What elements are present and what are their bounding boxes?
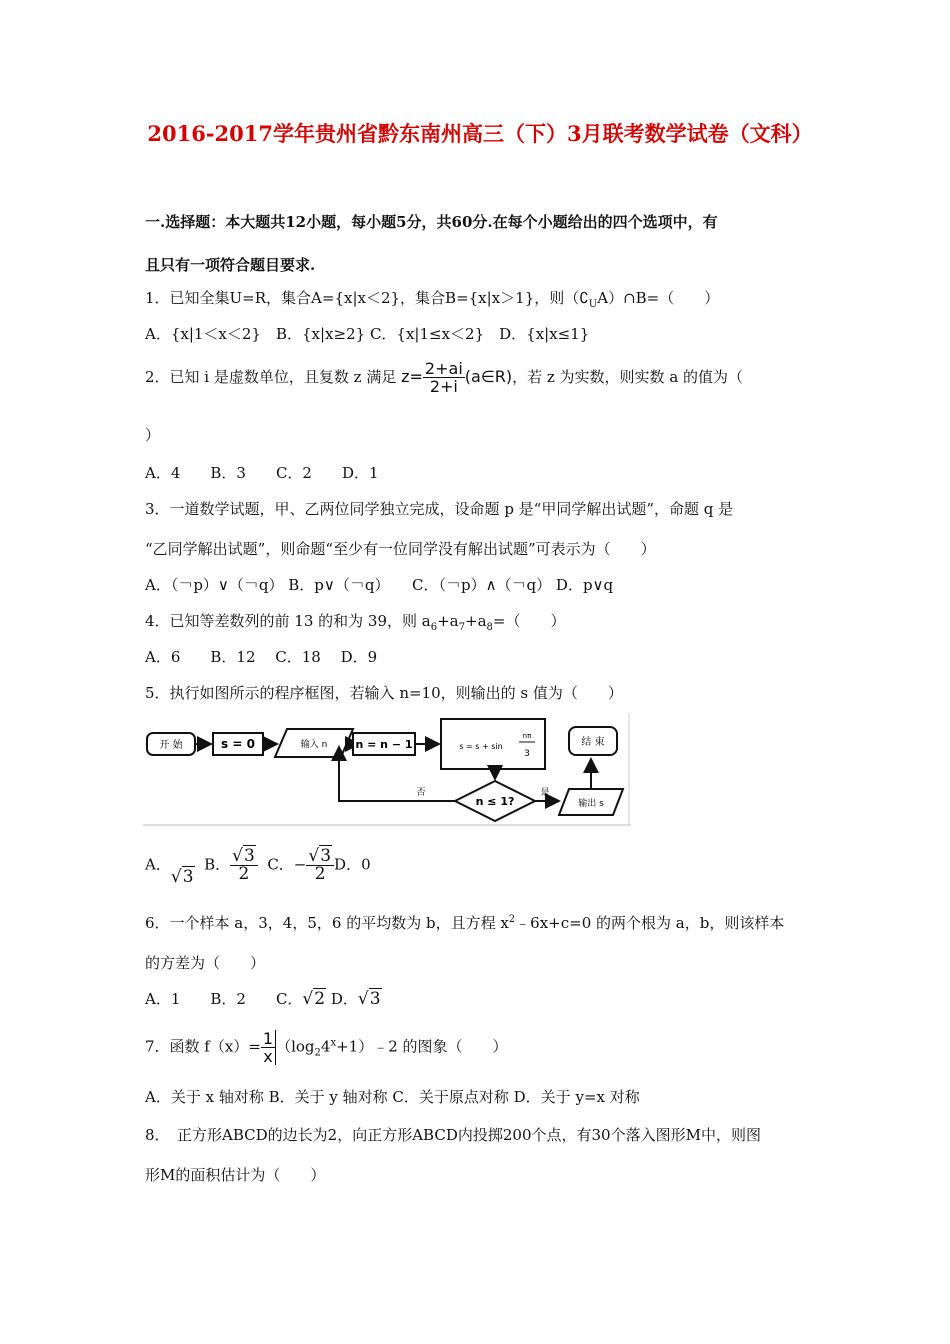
question-2-stem-close: ） bbox=[145, 426, 161, 444]
q2-formula bbox=[401, 359, 513, 396]
question-5-stem: 5．执行如图所示的程序框图，若输入 n=10，则输出的 s 值为（ ） bbox=[145, 684, 623, 702]
q6-stem-part-b: ﹣6x+c=0 的两个根为 a，b，则该样本 bbox=[515, 914, 785, 932]
flowchart bbox=[143, 713, 631, 826]
q4-plus-a: +a bbox=[437, 612, 459, 630]
q7-stem-part-c: 4 bbox=[320, 1037, 331, 1056]
flow-update-label: s = s + sin bbox=[459, 742, 503, 751]
q7-stem-part-d: +1）﹣2 的图象（ ） bbox=[336, 1037, 508, 1056]
q5-option-b-label: B． bbox=[204, 855, 231, 874]
q6-option-c-sqrt: √2 bbox=[302, 989, 326, 1009]
flow-update-frac-den: 3 bbox=[524, 749, 530, 759]
q5-option-b-sqrt: √3 bbox=[232, 846, 255, 866]
q5-option-b-fraction bbox=[230, 848, 258, 883]
flow-init-label: s = 0 bbox=[221, 737, 255, 751]
q6-superscript: 2 bbox=[508, 914, 516, 925]
q2-z-eq: z= bbox=[401, 367, 423, 386]
q6-option-d-label: D． bbox=[330, 990, 358, 1008]
q4-stem-part-a: 4．已知等差数列的前 13 的和为 39，则 a bbox=[145, 612, 431, 630]
q5-option-c-radicand: 3 bbox=[320, 846, 332, 866]
flow-decision-label: n ≤ 1? bbox=[475, 795, 515, 808]
question-8-stem-line1: 8． 正方形ABCD的边长为2，向正方形ABCD内投掷200个点，有30个落入图形M中，则图 bbox=[145, 1126, 761, 1144]
q5-option-c-label: C． bbox=[267, 855, 294, 874]
question-6-options bbox=[145, 988, 382, 1009]
question-6-stem bbox=[145, 912, 784, 933]
q7-log-subscript: 2 bbox=[314, 1047, 321, 1059]
q4-subscript-8: 8 bbox=[486, 622, 493, 633]
q5-option-a-radicand: 3 bbox=[182, 866, 194, 887]
q2-stem-part-b: ，若 z 为实数，则实数 a 的值为（ bbox=[512, 368, 744, 386]
flow-start-label: 开 始 bbox=[159, 740, 183, 751]
q5-option-b-denominator: 2 bbox=[238, 864, 250, 884]
q1-stem-part-a: 1．已知全集U=R，集合A={x|x＜2}，集合B={x|x＞1}，则（ bbox=[145, 289, 580, 307]
q2-stem-part-a: 2．已知 i 是虚数单位，且复数 z 满足 bbox=[145, 368, 397, 386]
flow-input-label: 输入 n bbox=[300, 740, 328, 750]
q5-option-b-radicand: 3 bbox=[243, 846, 255, 866]
question-4-options: A．6 B．12 C．18 D．9 bbox=[145, 648, 378, 666]
q5-option-c-sqrt: √3 bbox=[308, 846, 332, 866]
question-2-options: A．4 B．3 C．2 D．1 bbox=[145, 464, 379, 482]
section-heading-line1: 一.选择题：本大题共12小题，每小题5分，共60分.在每个小题给出的四个选项中，有 bbox=[145, 213, 718, 231]
q7-fraction bbox=[261, 1030, 276, 1065]
q4-subscript-6: 6 bbox=[430, 622, 438, 633]
question-5-options bbox=[145, 848, 371, 887]
complement-symbol: ∁ bbox=[579, 289, 589, 307]
q5-option-a-label: A． bbox=[145, 855, 171, 874]
q6-options-ab: A．1 B．2 C． bbox=[145, 990, 303, 1008]
q6-option-d-radicand: 3 bbox=[369, 989, 381, 1009]
flow-output-label: 输出 s bbox=[578, 799, 604, 809]
flow-update-frac-num: nπ bbox=[522, 732, 532, 740]
q6-stem-part-a: 6．一个样本 a，3，4，5，6 的平均数为 b，且方程 x bbox=[145, 914, 509, 932]
q4-stem-part-b: =（ ） bbox=[492, 612, 566, 630]
question-8-stem-line2: 形M的面积估计为（ ） bbox=[145, 1166, 326, 1184]
question-7-options: A．关于 x 轴对称 B．关于 y 轴对称 C．关于原点对称 D．关于 y=x 对称 bbox=[145, 1088, 640, 1106]
page-title: 2016-2017学年贵州省黔东南州高三（下）3月联考数学试卷（文科） bbox=[147, 121, 813, 146]
question-3-stem-line2: “乙同学解出试题”，则命题“至少有一位同学没有解出试题”可表示为（ ） bbox=[145, 540, 656, 558]
q7-frac-denominator: x bbox=[263, 1047, 273, 1066]
flow-decrement-label: n = n − 1 bbox=[355, 738, 413, 751]
question-2-stem bbox=[145, 360, 743, 395]
q2-fraction bbox=[423, 360, 465, 395]
flow-end-label: 结 束 bbox=[581, 737, 605, 748]
q4-subscript-7: 7 bbox=[458, 622, 465, 633]
q5-option-a-sqrt: √3 bbox=[170, 866, 194, 887]
question-4-stem bbox=[145, 610, 565, 633]
question-1-stem bbox=[145, 287, 719, 310]
q7-stem-part-b: （log bbox=[276, 1037, 315, 1056]
q6-option-d-sqrt: √3 bbox=[357, 989, 381, 1009]
q4-plus-a: +a bbox=[465, 612, 487, 630]
question-6-stem-line2: 的方差为（ ） bbox=[145, 954, 266, 972]
q7-frac-numerator: 1 bbox=[262, 1029, 274, 1048]
q7-superscript: x bbox=[330, 1037, 337, 1049]
question-7-stem bbox=[145, 1030, 508, 1065]
q5-option-c-sign: − bbox=[293, 855, 307, 874]
q5-option-c-denominator: 2 bbox=[314, 864, 326, 884]
flow-yes-label: 是 bbox=[540, 788, 550, 798]
flow-no-label: 否 bbox=[416, 788, 426, 798]
q6-option-c-radicand: 2 bbox=[314, 989, 326, 1009]
q5-option-c-fraction bbox=[306, 848, 334, 883]
q7-stem-part-a: 7．函数 f（x）= bbox=[145, 1037, 261, 1056]
section-heading-line2: 且只有一项符合题目要求. bbox=[145, 256, 316, 274]
question-3-options: A．（￢p）∨（￢q） B．p∨（￢q） C．（￢p）∧（￢q） D．p∨q bbox=[145, 576, 614, 594]
question-3-stem-line1: 3．一道数学试题，甲、乙两位同学独立完成，设命题 p 是“甲同学解出试题”，命题 q 是 bbox=[145, 500, 734, 518]
q2-condition: (a∈R) bbox=[464, 367, 513, 386]
question-1-options: A．{x|1＜x＜2} B．{x|x≥2} C．{x|1≤x＜2} D．{x|x≤1} bbox=[145, 325, 590, 343]
q2-frac-numerator: 2+ai bbox=[424, 359, 463, 378]
complement-subscript: U bbox=[588, 299, 598, 310]
q1-stem-part-b: A）∩B=（ ） bbox=[597, 289, 720, 307]
q2-frac-denominator: 2+i bbox=[429, 377, 458, 396]
q5-option-d: D．0 bbox=[334, 855, 371, 874]
